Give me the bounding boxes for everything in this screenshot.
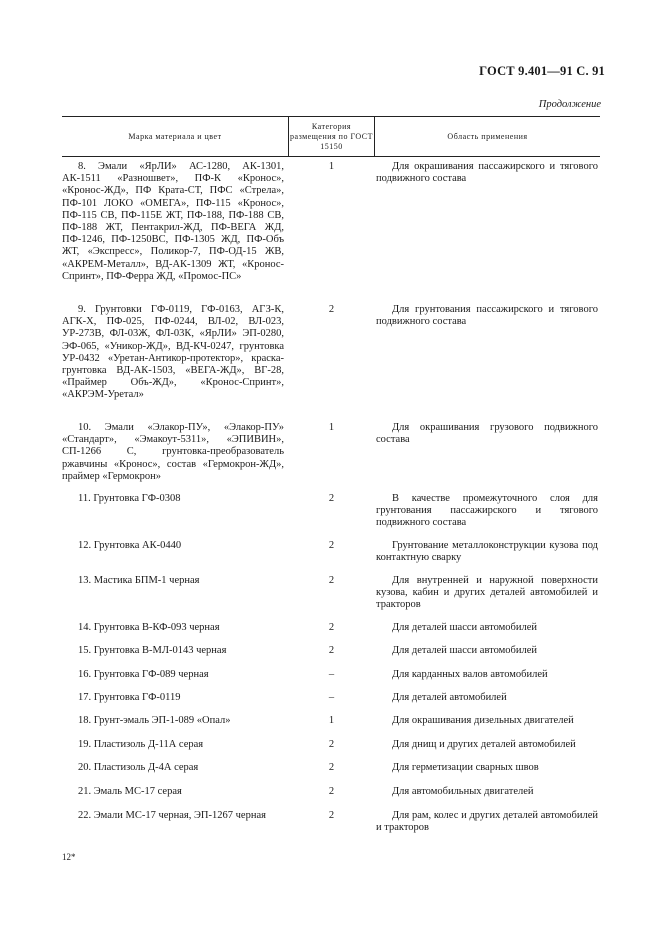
material-name: 9. Грунтовки ГФ-0119, ГФ-0163, АГЗ-К, АГК-Х, ПФ-025, ПФ-0244, ВЛ-02, ВЛ-023, УР-273В, ФЛ-03Ж, ФЛ-03К, «ЯрЛИ» ЭП-0280, ЭФ-065, «Уникор-ЖД», ВД-КЧ-0247, грунтовка УР-0432 «Уретан-Антикор-протектор», краска-грунтовка ВД-АК-1503, «ВЕГА-ЖД», ВГ-28, «Праймер Объ-ЖД», «Кронос-Спринт», «АКРЭМ-Уретал»	[62, 304, 284, 401]
application-area: Для деталей автомобилей	[392, 692, 507, 703]
material-name: 11. Грунтовка ГФ-0308	[78, 493, 181, 504]
application-area: Грунтование металлоконструкции кузова под контактную сварку	[376, 540, 598, 564]
material-name: 17. Грунтовка ГФ-0119	[78, 692, 181, 703]
table-header-rule	[62, 156, 600, 157]
material-name: 8. Эмали «ЯрЛИ» АС-1280, АК-1301, АК-1511 «Разношвет», ПФ-К «Кронос», «Кронос-ЖД», ПФ Крата-СТ, ПФС «Стрела», ПФ-101 ЛОКО «ОМЕГА», ПФ-115 «Кронос», ПФ-115 СВ, ПФ-115Е ЖТ, ПФ-188, ПФ-188 СВ, ПФ-188 ЖТ, Пентакрил-ЖД, ПФ-ВЕГА ЖД, ПФ-1246, ПФ-1250ВС, ПФ-1305 ЖД, ПФ-Объ ЖТ, «Экспресс», Поликор-7, ПФ-ОД-15 ЖВ, «АКРЕМ-Металл», ВД-АК-1309 ЖТ, «Кронос-Спринт», ПФ-Ферра ЖД, «Промос-ПС»	[62, 161, 284, 282]
material-name: 21. Эмаль МС-17 серая	[78, 786, 182, 797]
material-name: 10. Эмали «Элакор-ПУ», «Элакор-ПУ» «Стандарт», «Эмакоут-5311», «ЭПИВИН», СП-1266 С, грунтовка-преобразователь ржавчины «Кронос», состав «Гермокрон-ЖД», праймер «Гермокрон»	[62, 422, 284, 482]
column-header-material: Марка материала и цвет	[128, 131, 222, 141]
material-name: 20. Пластизоль Д-4А серая	[78, 762, 199, 773]
placement-category: –	[328, 692, 335, 703]
page-header-gost: ГОСТ 9.401—91 С. 91	[479, 64, 605, 78]
placement-category: 1	[328, 422, 335, 433]
placement-category: 2	[328, 575, 335, 586]
application-area: Для герметизации сварных швов	[392, 762, 539, 773]
placement-category: 2	[328, 810, 335, 821]
application-area: В качестве промежуточного слоя для грунтования пассажирского и тягового подвижного состава	[376, 493, 598, 529]
application-area: Для окрашивания дизельных двигателей	[392, 715, 574, 726]
application-area: Для деталей шасси автомобилей	[392, 645, 538, 656]
application-area: Для грунтования пассажирского и тягового подвижного состава	[376, 304, 598, 328]
application-area: Для окрашивания пассажирского и тягового подвижного состава	[376, 161, 598, 185]
placement-category: 2	[328, 304, 335, 315]
material-name: 22. Эмали МС-17 черная, ЭП-1267 черная	[78, 810, 266, 821]
placement-category: 2	[328, 493, 335, 504]
material-name: 18. Грунт-эмаль ЭП-1-089 «Опал»	[78, 715, 231, 726]
material-name: 12. Грунтовка АК-0440	[78, 540, 182, 551]
placement-category: 1	[328, 161, 335, 172]
material-name: 15. Грунтовка В-МЛ-0143 черная	[78, 645, 227, 656]
placement-category: 2	[328, 762, 335, 773]
placement-category: 1	[328, 715, 335, 726]
column-header-category: Категория размещения по ГОСТ 15150	[290, 121, 373, 151]
material-name: 13. Мастика БПМ-1 черная	[78, 575, 200, 586]
page-mark: 12*	[62, 852, 76, 862]
application-area: Для автомобильных двигателей	[392, 786, 534, 797]
material-name: 19. Пластизоль Д-11А серая	[78, 739, 204, 750]
continued-label: Продолжение	[538, 99, 601, 110]
placement-category: 2	[328, 622, 335, 633]
placement-category: –	[328, 669, 335, 680]
application-area: Для рам, колес и других деталей автомобилей и тракторов	[376, 810, 598, 834]
material-name: 14. Грунтовка В-КФ-093 черная	[78, 622, 220, 633]
placement-category: 2	[328, 739, 335, 750]
placement-category: 2	[328, 786, 335, 797]
column-header-area: Область применения	[447, 131, 528, 141]
application-area: Для внутренней и наружной поверхности кузова, кабин и других деталей автомобилей и тракторов	[376, 575, 598, 611]
application-area: Для днищ и других деталей автомобилей	[392, 739, 576, 750]
application-area: Для деталей шасси автомобилей	[392, 622, 538, 633]
placement-category: 2	[328, 540, 335, 551]
material-name: 16. Грунтовка ГФ-089 черная	[78, 669, 209, 680]
placement-category: 2	[328, 645, 335, 656]
application-area: Для карданных валов автомобилей	[392, 669, 548, 680]
application-area: Для окрашивания грузового подвижного состава	[376, 422, 598, 446]
